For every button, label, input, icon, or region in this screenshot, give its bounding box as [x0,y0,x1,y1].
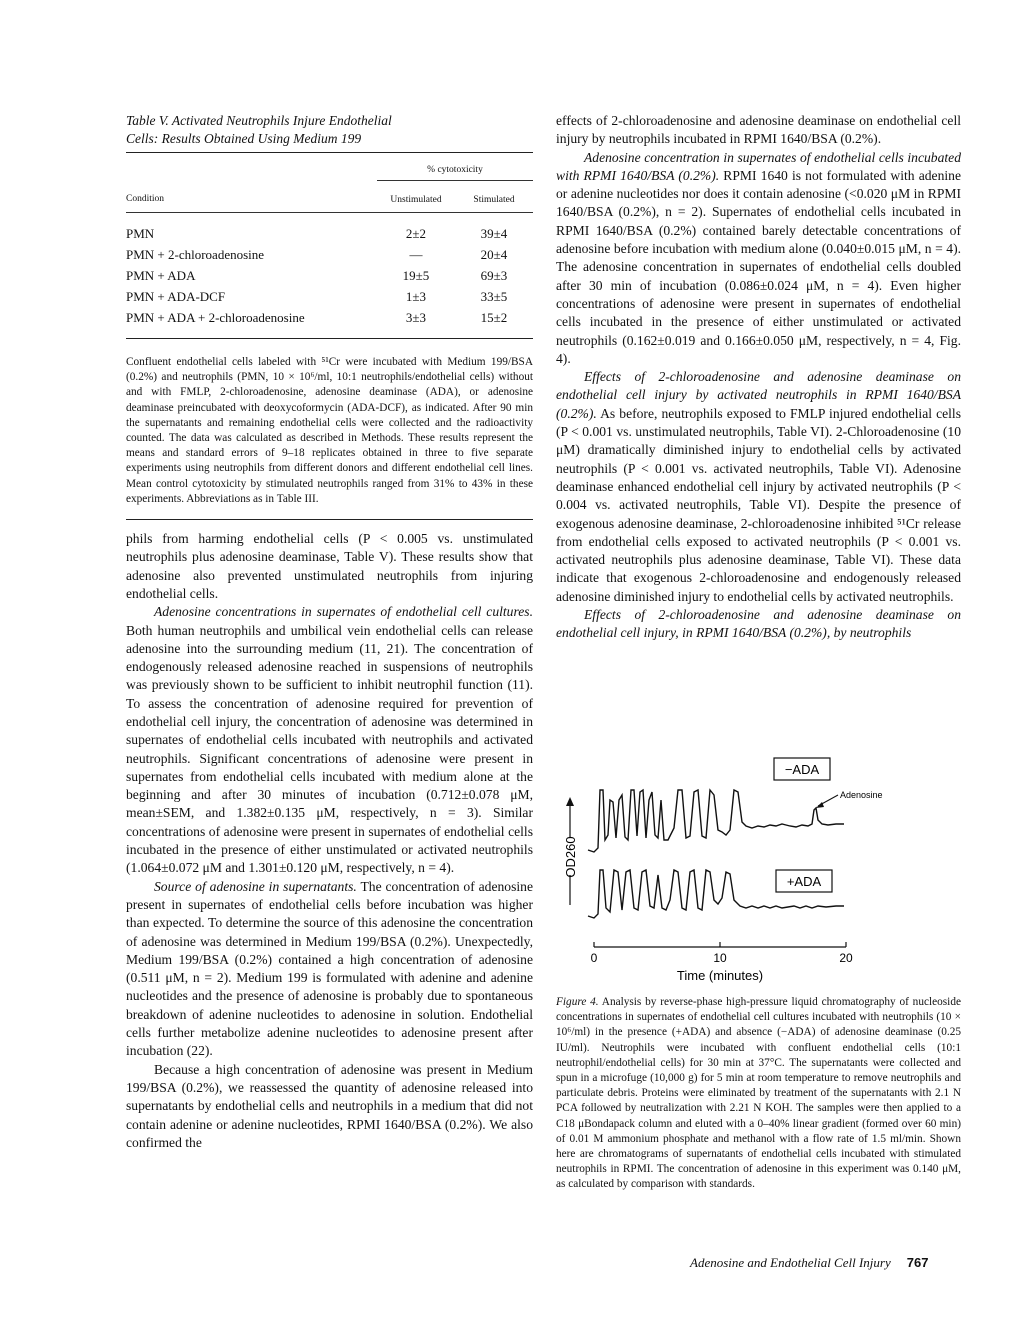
row-condition: PMN + ADA [126,267,196,283]
row-unstimulated: 2±2 [405,225,427,241]
row-condition: PMN + ADA + 2-chloroadenosine [126,309,305,325]
page-footer [690,1255,962,1271]
table-footnote: Confluent endothelial cells labeled with ⁵¹Cr were incubated with Medium 199/BSA (0.2%) and neutrophils (PMN, 10 × 10⁶/ml, 10:1 neutrophils/endothelial cells) without and with FMLP, 2-chloroadenosine, adenosine deaminase (ADA), or adenosine deaminase preincubated with deoxycoformycin (ADA-DCF), as indicated. After 90 min the supernatants and remaining endothelial cells were collected and the radioactivity counted. The data was calculated as described in Methods. These results represent the means and standard errors of 9–18 replicates obtained in three to five separate experiments using neutrophils from different donors and different endothelial cell lines. Mean control cytotoxicity by stimulated neutrophils ranged from 31% to 43% in these experiments. Abbreviations as in Table III. [126,356,533,505]
x-axis-label: Time (minutes) [676,968,764,983]
section-heading: Effects of 2-chloroadenosine and adenosine deaminase on endothelial cell injury by activated neutrophils in RPMI 1640/BSA (0.2%). [556,369,961,421]
row-unstimulated: — [409,246,423,262]
row-stimulated: 20±4 [480,246,508,262]
svg-text:−ADA: −ADA [784,762,820,777]
row-condition: PMN + 2-chloroadenosine [126,246,265,262]
row-unstimulated: 19±5 [402,267,430,283]
table-row [126,286,533,307]
figure-label: Figure 4. [556,996,599,1008]
chromatogram-trace-minus-ada [588,790,844,852]
body-paragraph [556,606,961,643]
row-condition: PMN [126,225,155,241]
body-paragraph: phils from harming endothelial cells (P < 0.005 vs. unstimulated neutrophils plus adenosine deaminase, Table V). These results show that adenosine also prevented unstimulated neutrophils from injuring endothelial cells. [126,531,533,601]
results-table [126,159,533,339]
row-unstimulated: 3±3 [405,309,427,325]
page-number: 767 [906,1255,929,1270]
table-row [126,307,533,328]
row-unstimulated: 1±3 [405,288,427,304]
body-paragraph: Adenosine concentration in supernates of endothelial cells incubated with RPMI 1640/BSA (0.2%). RPMI 1640 is not formulated with adenine or adenine nucleotides nor does it contain adenosine (<0.020 μM in RPMI 1640/BSA (0.2%), n = 2). Supernates of endothelial cells incubated in RPMI 1640/BSA (0.2%) contained barely detectable concentrations of adenosine before incubation with medium alone (0.040±0.015 μM, n = 4). The adenosine concentration in supernates of endothelial cells doubled after 30 min of incubation (0.086±0.024 μM, n = 4). Even higher concentrations of adenosine were present in supernates of endothelial cells incubated in the presence of either unstimulated or activated neutrophils (0.162±0.019 and 0.166±0.050 μM, respectively, n = 4, Fig. 4). [556,149,961,366]
body-paragraph: Source of adenosine in supernatants. The concentration of adenosine present in supernates of endothelial cells before incubation was higher than expected. To determine the source of this adenosine the concentration of adenosine was determined in Medium 199/BSA (0.2%). Unexpectedly, Medium 199/BSA (0.2%) contained a high concentration of adenosine (0.511 μM, n = 2). Medium 199 is formulated with adenine and adenine nucleotides and the presence of adenosine is probably due to spontaneous breakdown of adenine nucleotides to adenosine in solution. Endothelial cells further metabolize adenine nucleotides to adenosine present after incubation (22). [126,878,533,1059]
row-stimulated: 69±3 [480,267,508,283]
section-heading: Effects of 2-chloroadenosine and adenosine deaminase on endothelial cell injury, in RPMI 1640/BSA (0.2%), by neutrophils [556,607,961,641]
x-tick-label: 20 [839,951,853,965]
col-header-stimulated: Stimulated [473,194,515,205]
section-heading: Source of adenosine in supernatants. [154,878,357,894]
body-paragraph: Effects of 2-chloroadenosine and adenosine deaminase on endothelial cell injury by activated neutrophils in RPMI 1640/BSA (0.2%). As before, neutrophils exposed to FMLP injured endothelial cells (P < 0.001 vs. unstimulated neutrophils, Table VI). 2-Chloroadenosine (10 μM) dramatically diminished injury to endothelial cells by activated neutrophils (P < 0.001 vs. activated neutrophils, Table VI). Adenosine deaminase enhanced endothelial cell injury by activated neutrophils (P < 0.004 vs. activated neutrophils, Table VI). Despite the presence of exogenous adenosine deaminase, 2-chloroadenosine inhibited ⁵¹Cr release from endothelial cells exposed to activated neutrophils (P < 0.001 vs. activated neutrophils plus adenosine deaminase, Table VI). These data indicate that exogenous 2-chloroadenosine and endogenously released adenosine diminished injury to endothelial cells by activated neutrophils. [556,369,961,604]
x-tick-label: 0 [590,951,598,965]
cytotoxicity-group-header: % cytotoxicity [427,164,483,175]
row-stimulated: 33±5 [480,288,508,304]
y-axis-label: OD260 [563,836,578,878]
section-heading: Adenosine concentration in supernates of endothelial cells incubated with RPMI 1640/BSA (0.2%). [556,149,961,183]
body-paragraph: Because a high concentration of adenosine was present in Medium 199/BSA (0.2%), we reassessed the quantity of adenosine released into supernatants by endothelial cells and neutrophils in a medium that did not contain adenine or adenine nucleotides, RPMI 1640/BSA (0.2%). We also confirmed the [126,1061,533,1150]
plus-ada-label [776,870,832,892]
body-paragraph: effects of 2-chloroadenosine and adenosine deaminase on endothelial cell injury by neutrophils incubated in RPMI 1640/BSA (0.2%). [556,113,961,147]
table-row [126,223,533,244]
row-stimulated: 39±4 [480,225,508,241]
right-column [556,112,961,643]
svg-text:+ADA: +ADA [786,874,822,889]
x-axis [591,942,853,983]
section-heading: Adenosine concentrations in supernates of endothelial cell cultures. [154,604,533,620]
adenosine-annotation [816,790,883,808]
table-row [126,244,533,265]
figure-caption: Figure 4. Analysis by reverse-phase high-pressure liquid chromatography of nucleoside concentrations in supernates of endothelial cell cultures incubated with neutrophils (10 × 10⁶/ml) in the presence (+ADA) and absence (−ADA) of adenosine deaminase (0.25 IU/ml). Neutrophils were incubated with confluent endothelial cells (10:1 neutrophil/endothelial cells) for 30 min at 37°C. The supernatants were collected and spun in a microfuge (10,000 g) for 5 min at room temperature to remove neutrophils and particulate debris. Proteins were eliminated by treatment of the supernatants with 2.1 N PCA followed by neutralization with 2.21 N KOH. The samples were then applied to a C18 μBondapack column and eluted with a 0–40% linear gradient (formed over 60 min) of 0.01 M ammonium phosphate and methanol with a flow rate of 1.5 ml/min. Shown here are chromatograms of supernatants of endothelial cells incubated with stimulated neutrophils in RPMI. The concentration of adenosine in this experiment was 0.140 μM, as calculated by comparison with standards. [556,996,961,1191]
left-column [126,112,533,1152]
row-condition: PMN + ADA-DCF [126,288,226,304]
y-axis [563,797,578,905]
table-bottom-rule [126,519,533,520]
col-header-condition: Condition [126,194,165,205]
table-top-rule [126,152,533,153]
x-tick-label: 10 [713,951,727,965]
running-title: Adenosine and Endothelial Cell Injury [690,1255,891,1270]
chromatogram-figure [556,740,961,985]
row-stimulated: 15±2 [480,309,508,325]
table-caption: Table V. Activated Neutrophils Injure Endothelial Cells: Results Obtained Using Medium 199 [126,113,392,146]
col-header-unstimulated: Unstimulated [390,194,442,205]
table-row [126,265,533,286]
body-paragraph: Adenosine concentrations in supernates of endothelial cell cultures. Both human neutrophils and umbilical vein endothelial cells can release adenosine into the surrounding medium (11, 21). The concentration of endogenously released adenosine reached in suspensions of neutrophils was previously shown to be sufficient to inhibit neutrophil function (11). To assess the concentration of adenosine required for prevention of endothelial cell injury, the concentration of adenosine was determined in supernates of endothelial cells incubated with neutrophils and activated neutrophils. Significant concentrations of adenosine were present in supernates from endothelial cells incubated with medium alone at the beginning and after 30 minutes of incubation (0.712±0.078 μM, mean±SEM, and 1.382±0.135 μM, respectively, n = 3). Similar concentrations of adenosine were present in supernates of endothelial cells incubated in the presence of either unstimulated or activated neutrophils (1.064±0.072 μM and 1.301±0.120 μM, respectively, n = 4). [126,604,533,876]
svg-text:Adenosine: Adenosine [840,790,883,800]
minus-ada-label [774,758,830,780]
